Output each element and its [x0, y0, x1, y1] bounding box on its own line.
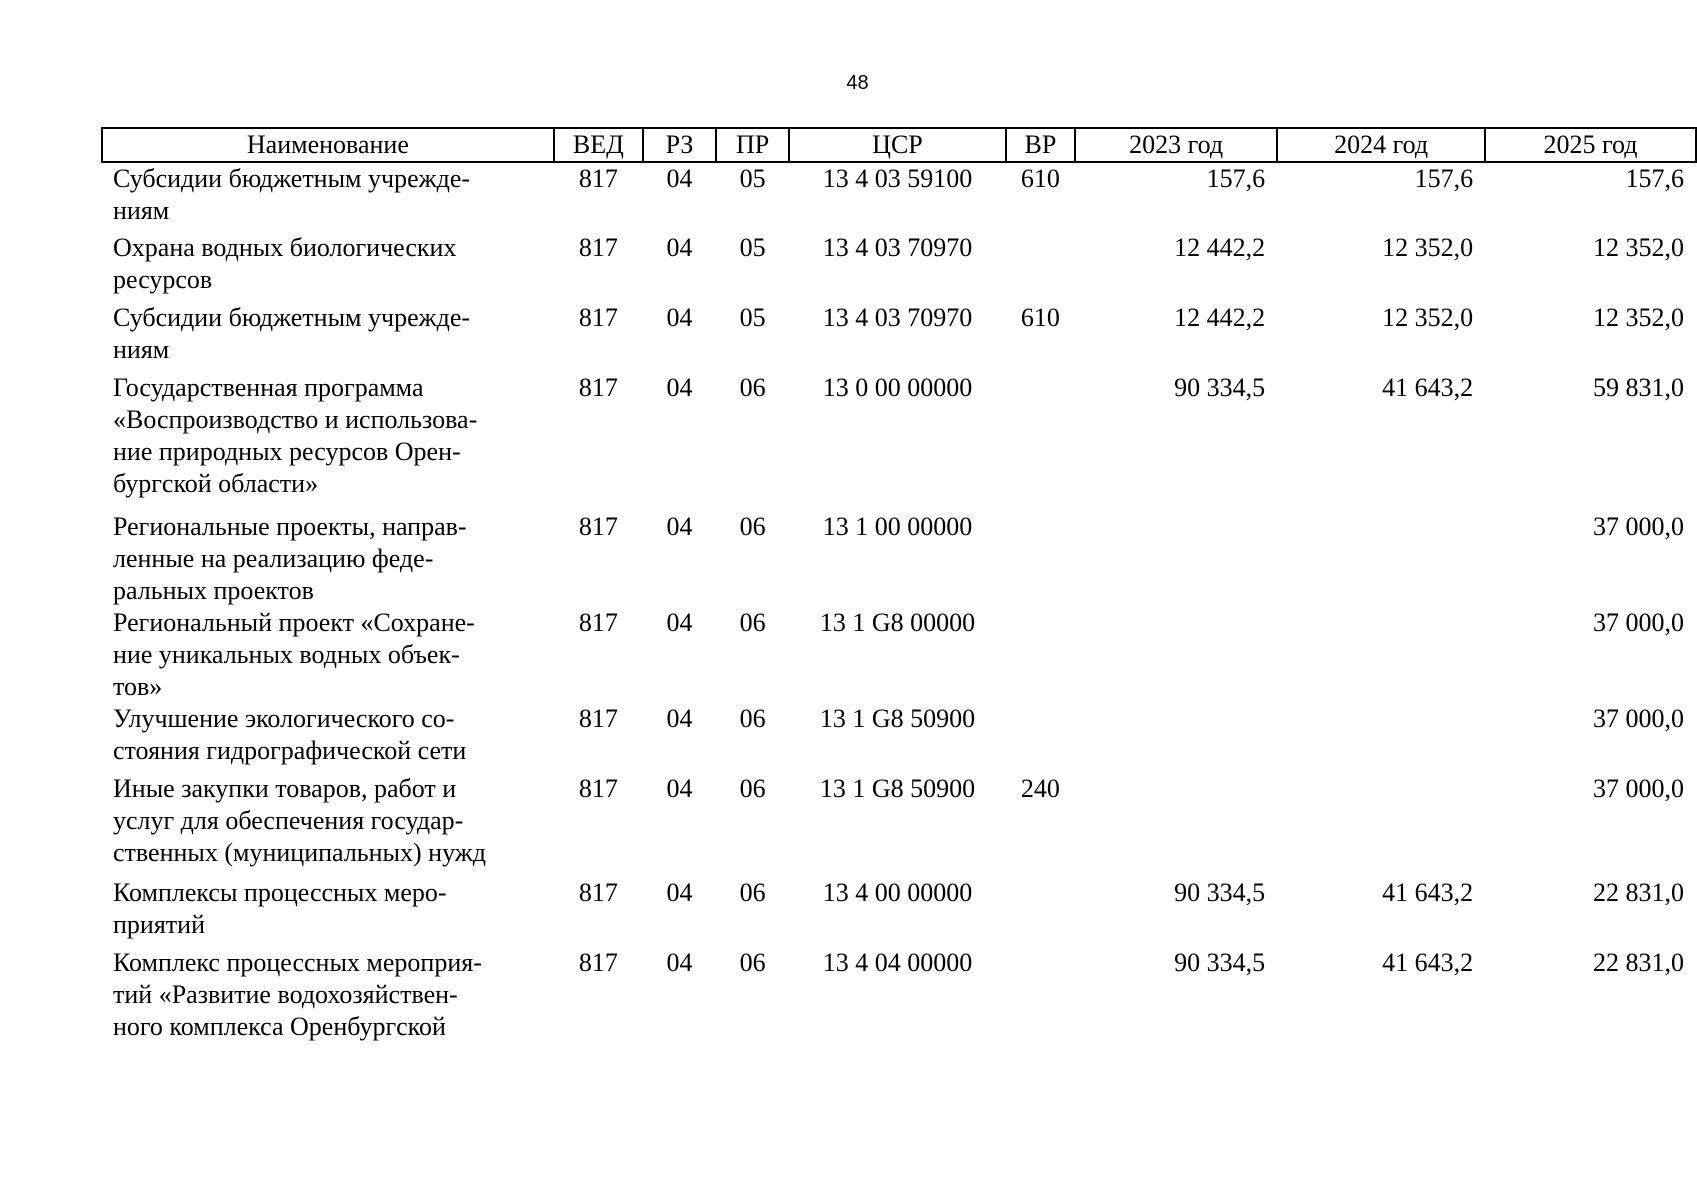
row-name-line: Региональный проект «Сохране- — [113, 608, 475, 637]
row-name-line: Иные закупки товаров, работ и — [113, 774, 457, 803]
row-name-line: тов» — [113, 672, 163, 701]
cell-name — [102, 372, 554, 511]
cell-2023 — [1075, 773, 1277, 877]
cell-2023: 90 334,5 — [1174, 878, 1266, 907]
cell-2025: 37 000,0 — [1593, 704, 1684, 733]
cell-2025: 12 352,0 — [1593, 233, 1684, 262]
cell-pr: 06 — [739, 774, 766, 803]
cell-ved: 817 — [578, 704, 618, 733]
row-name-text — [113, 511, 540, 607]
cell-2025: 157,6 — [1625, 164, 1684, 193]
cell-2023: 90 334,5 — [1174, 948, 1266, 977]
cell-csr: 13 4 04 00000 — [822, 948, 973, 977]
cell-pr: 05 — [739, 303, 766, 332]
cell-2025: 12 352,0 — [1593, 303, 1684, 332]
row-name-text — [113, 232, 540, 296]
header-vr: ВР — [1006, 128, 1075, 162]
table-row — [102, 302, 1696, 372]
cell-name — [102, 773, 554, 877]
row-name-line: услуг для обеспечения государ- — [113, 806, 464, 835]
cell-vr: 610 — [1020, 303, 1060, 332]
cell-2023: 157,6 — [1206, 164, 1266, 193]
cell-vr — [1006, 511, 1075, 607]
cell-2025: 22 831,0 — [1593, 878, 1684, 907]
cell-csr: 13 4 00 00000 — [822, 878, 973, 907]
cell-pr: 06 — [739, 373, 766, 402]
row-name-line: приятий — [113, 910, 205, 939]
row-name-line: Региональные проекты, направ- — [113, 512, 467, 541]
row-name-line: тий «Развитие водохозяйствен- — [113, 980, 458, 1009]
table-header — [102, 128, 1696, 162]
table-row — [102, 372, 1696, 511]
cell-vr: 240 — [1020, 774, 1060, 803]
row-name-text — [113, 607, 540, 703]
cell-2024 — [1277, 773, 1485, 877]
cell-rz: 04 — [666, 878, 693, 907]
row-name-text — [113, 163, 540, 227]
row-name-line: Государственная программа — [113, 373, 424, 402]
row-name-line: «Воспроизводство и использова- — [113, 405, 478, 434]
cell-vr — [1006, 232, 1075, 302]
table-body — [102, 162, 1696, 1043]
cell-pr: 06 — [739, 704, 766, 733]
cell-rz: 04 — [666, 303, 693, 332]
cell-name — [102, 511, 554, 607]
cell-2025: 37 000,0 — [1593, 608, 1684, 637]
cell-2023: 12 442,2 — [1174, 233, 1266, 262]
table-row — [102, 162, 1696, 232]
cell-ved: 817 — [578, 373, 618, 402]
row-name-text — [113, 372, 540, 500]
row-name-text — [113, 773, 540, 869]
cell-pr: 06 — [739, 948, 766, 977]
cell-csr: 13 1 00 00000 — [822, 512, 973, 541]
cell-vr — [1006, 703, 1075, 773]
header-2023: 2023 год — [1075, 128, 1277, 162]
header-ved: ВЕД — [554, 128, 643, 162]
cell-2025: 37 000,0 — [1593, 512, 1684, 541]
cell-csr: 13 0 00 00000 — [822, 373, 973, 402]
row-name-line: ниям — [113, 335, 170, 364]
cell-2024: 41 643,2 — [1382, 878, 1474, 907]
cell-2025: 37 000,0 — [1593, 774, 1684, 803]
table-row — [102, 877, 1696, 947]
cell-name — [102, 232, 554, 302]
cell-rz: 04 — [666, 512, 693, 541]
row-name-text — [113, 877, 540, 941]
table-row — [102, 947, 1696, 1043]
cell-name — [102, 947, 554, 1043]
cell-rz: 04 — [666, 164, 693, 193]
row-name-text — [113, 703, 540, 767]
cell-vr — [1006, 607, 1075, 703]
cell-rz: 04 — [666, 373, 693, 402]
cell-csr: 13 4 03 70970 — [822, 233, 973, 262]
cell-2024: 12 352,0 — [1382, 233, 1474, 262]
cell-2024: 12 352,0 — [1382, 303, 1474, 332]
cell-ved: 817 — [578, 233, 618, 262]
cell-name — [102, 607, 554, 703]
cell-ved: 817 — [578, 303, 618, 332]
table-row — [102, 773, 1696, 877]
row-name-line: Улучшение экологического со- — [113, 704, 455, 733]
row-name-line: Комплекс процессных мероприя- — [113, 948, 482, 977]
row-name-line: ниям — [113, 196, 170, 225]
row-name-line: Субсидии бюджетным учрежде- — [113, 303, 471, 332]
row-name-line: Охрана водных биологических — [113, 233, 457, 262]
row-name-text — [113, 302, 540, 366]
cell-2024 — [1277, 703, 1485, 773]
cell-name — [102, 877, 554, 947]
cell-csr: 13 4 03 70970 — [822, 303, 973, 332]
row-name-line: ресурсов — [113, 265, 213, 294]
cell-rz: 04 — [666, 608, 693, 637]
cell-2023 — [1075, 511, 1277, 607]
cell-2023: 12 442,2 — [1174, 303, 1266, 332]
cell-2023: 90 334,5 — [1174, 373, 1266, 402]
cell-ved: 817 — [578, 948, 618, 977]
cell-rz: 04 — [666, 704, 693, 733]
cell-2023 — [1075, 607, 1277, 703]
cell-2024: 157,6 — [1414, 164, 1474, 193]
row-name-line: ние природных ресурсов Орен- — [113, 437, 461, 466]
cell-ved: 817 — [578, 608, 618, 637]
row-name-line: ственных (муниципальных) нужд — [113, 838, 486, 867]
cell-ved: 817 — [578, 774, 618, 803]
cell-pr: 05 — [739, 164, 766, 193]
cell-vr — [1006, 947, 1075, 1043]
cell-vr — [1006, 877, 1075, 947]
budget-table — [101, 127, 1697, 1043]
header-rz: РЗ — [643, 128, 716, 162]
cell-csr: 13 1 G8 50900 — [819, 704, 976, 733]
table-row — [102, 232, 1696, 302]
cell-2024 — [1277, 607, 1485, 703]
cell-pr: 05 — [739, 233, 766, 262]
cell-pr: 06 — [739, 608, 766, 637]
cell-rz: 04 — [666, 774, 693, 803]
cell-vr — [1006, 372, 1075, 511]
cell-2024: 41 643,2 — [1382, 948, 1474, 977]
row-name-line: стояния гидрографической сети — [113, 736, 467, 765]
cell-ved: 817 — [578, 512, 618, 541]
header-pr: ПР — [716, 128, 789, 162]
header-row — [102, 128, 1696, 162]
cell-vr: 610 — [1020, 164, 1060, 193]
header-name: Наименование — [102, 128, 554, 162]
table-row — [102, 607, 1696, 703]
header-csr: ЦСР — [789, 128, 1006, 162]
row-name-line: Субсидии бюджетным учрежде- — [113, 164, 471, 193]
header-2025: 2025 год — [1485, 128, 1696, 162]
cell-name — [102, 302, 554, 372]
row-name-line: ленные на реализацию феде- — [113, 544, 434, 573]
cell-2024 — [1277, 511, 1485, 607]
page-number: 48 — [846, 72, 869, 94]
cell-2024: 41 643,2 — [1382, 373, 1474, 402]
cell-2023 — [1075, 703, 1277, 773]
row-name-text — [113, 947, 540, 1043]
row-name-line: ральных проектов — [113, 576, 314, 605]
row-name-line: ние уникальных водных объек- — [113, 640, 460, 669]
cell-ved: 817 — [578, 164, 618, 193]
cell-csr: 13 1 G8 50900 — [819, 774, 976, 803]
row-name-line: ного комплекса Оренбургской — [113, 1012, 446, 1041]
cell-rz: 04 — [666, 233, 693, 262]
cell-pr: 06 — [739, 878, 766, 907]
cell-csr: 13 4 03 59100 — [822, 164, 973, 193]
row-name-line: Комплексы процессных меро- — [113, 878, 447, 907]
header-2024: 2024 год — [1277, 128, 1485, 162]
cell-2025: 59 831,0 — [1593, 373, 1684, 402]
cell-ved: 817 — [578, 878, 618, 907]
cell-name — [102, 162, 554, 232]
cell-rz: 04 — [666, 948, 693, 977]
row-name-line: бургской области» — [113, 469, 319, 498]
cell-csr: 13 1 G8 00000 — [819, 608, 976, 637]
table-row — [102, 511, 1696, 607]
cell-2025: 22 831,0 — [1593, 948, 1684, 977]
cell-name — [102, 703, 554, 773]
table-row — [102, 703, 1696, 773]
cell-pr: 06 — [739, 512, 766, 541]
